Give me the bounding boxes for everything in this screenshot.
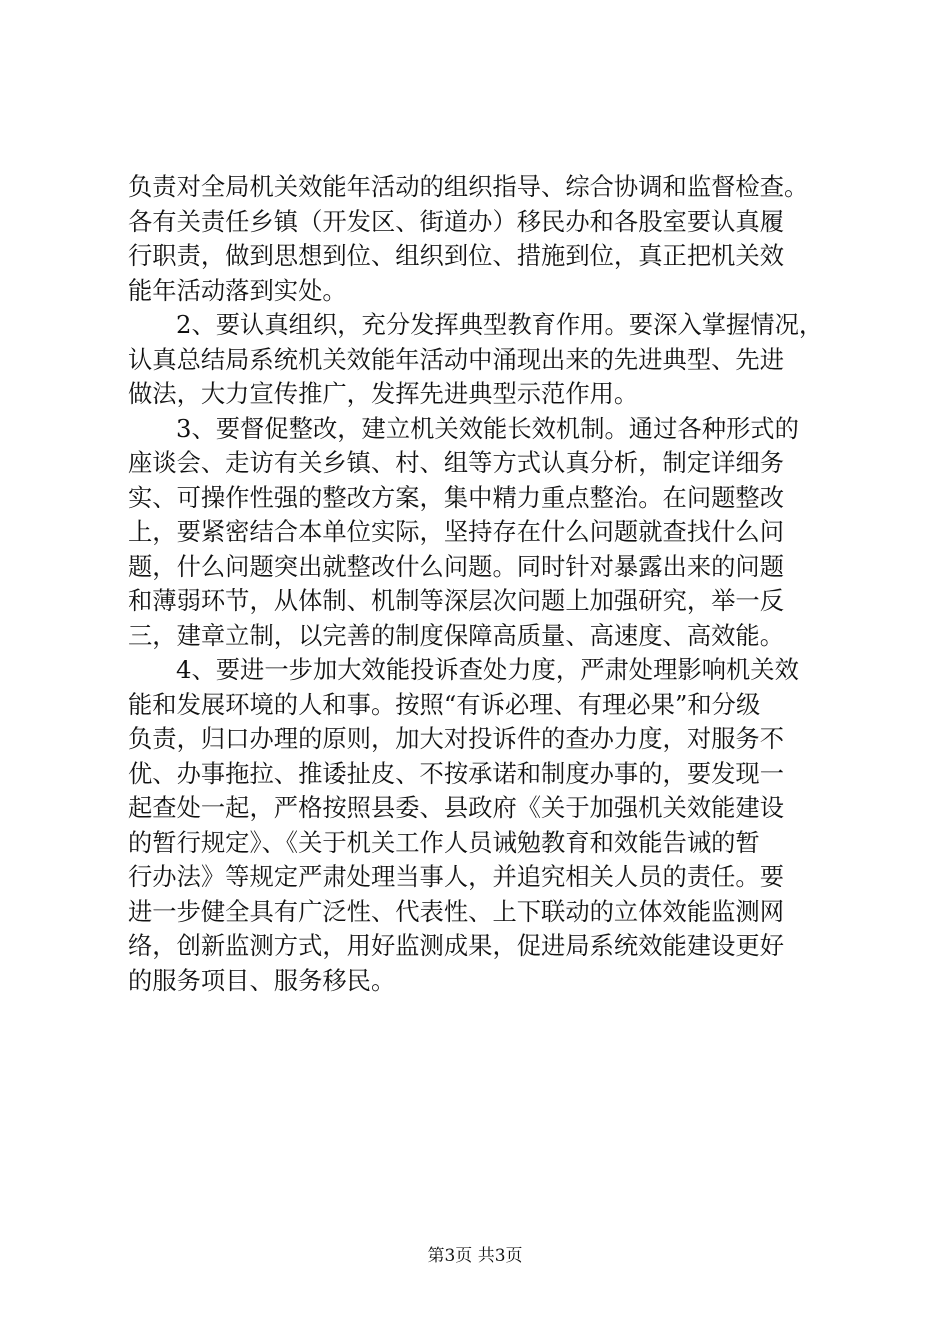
text-line: 认真总结局系统机关效能年活动中涌现出来的先进典型、先进 — [128, 344, 785, 374]
text-line: 行职责，做到思想到位、组织到位、措施到位，真正把机关效 — [128, 241, 785, 270]
text-line: 能年活动落到实处。 — [128, 275, 347, 305]
paragraph-start-line: 3、要督促整改，建立机关效能长效机制。通过各种形式的 — [176, 413, 799, 443]
text-line: 负责，归口办理的原则，加大对投诉件的查办力度，对服务不 — [128, 724, 785, 753]
page-number-footer: 第3页 共3页 — [427, 1246, 523, 1266]
text-line: 实、可操作性强的整改方案，集中精力重点整治。在问题整改 — [128, 482, 785, 512]
text-line: 行办法》等规定严肃处理当事人，并追究相关人员的责任。要 — [128, 862, 785, 891]
text-line: 座谈会、走访有关乡镇、村、组等方式认真分析，制定详细务 — [128, 448, 785, 477]
text-line: 和薄弱环节，从体制、机制等深层次问题上加强研究，举一反 — [128, 586, 785, 615]
paragraph-start-line: 2、要认真组织，充分发挥典型教育作用。要深入掌握情况， — [176, 310, 824, 339]
text-line: 负责对全局机关效能年活动的组织指导、综合协调和监督检查。 — [128, 172, 809, 201]
document-body — [128, 170, 828, 998]
text-line: 三，建章立制，以完善的制度保障高质量、高速度、高效能。 — [128, 620, 785, 650]
text-line: 络，创新监测方式，用好监测成果，促进局系统效能建设更好 — [128, 931, 785, 960]
text-line: 进一步健全具有广泛性、代表性、上下联动的立体效能监测网 — [128, 896, 785, 926]
text-line: 做法，大力宣传推广，发挥先进典型示范作用。 — [128, 379, 639, 408]
text-line: 上，要紧密结合本单位实际，坚持存在什么问题就查找什么问 — [128, 517, 785, 546]
text-line: 优、办事拖拉、推诿扯皮、不按承诺和制度办事的，要发现一 — [128, 758, 785, 788]
text-line: 各有关责任乡镇（开发区、街道办）移民办和各股室要认真履 — [128, 206, 785, 236]
text-line: 起查处一起，严格按照县委、县政府《关于加强机关效能建设 — [128, 793, 785, 822]
text-line: 题，什么问题突出就整改什么问题。同时针对暴露出来的问题 — [128, 551, 785, 581]
text-line: 的服务项目、服务移民。 — [128, 965, 396, 995]
text-line: 的暂行规定》、《关于机关工作人员诫勉教育和效能告诫的暂 — [128, 827, 760, 857]
text-line: 能和发展环境的人和事。按照“有诉必理、有理必果”和分级 — [128, 689, 761, 719]
paragraph-start-line: 4、要进一步加大效能投诉查处力度，严肃处理影响机关效 — [176, 655, 799, 684]
